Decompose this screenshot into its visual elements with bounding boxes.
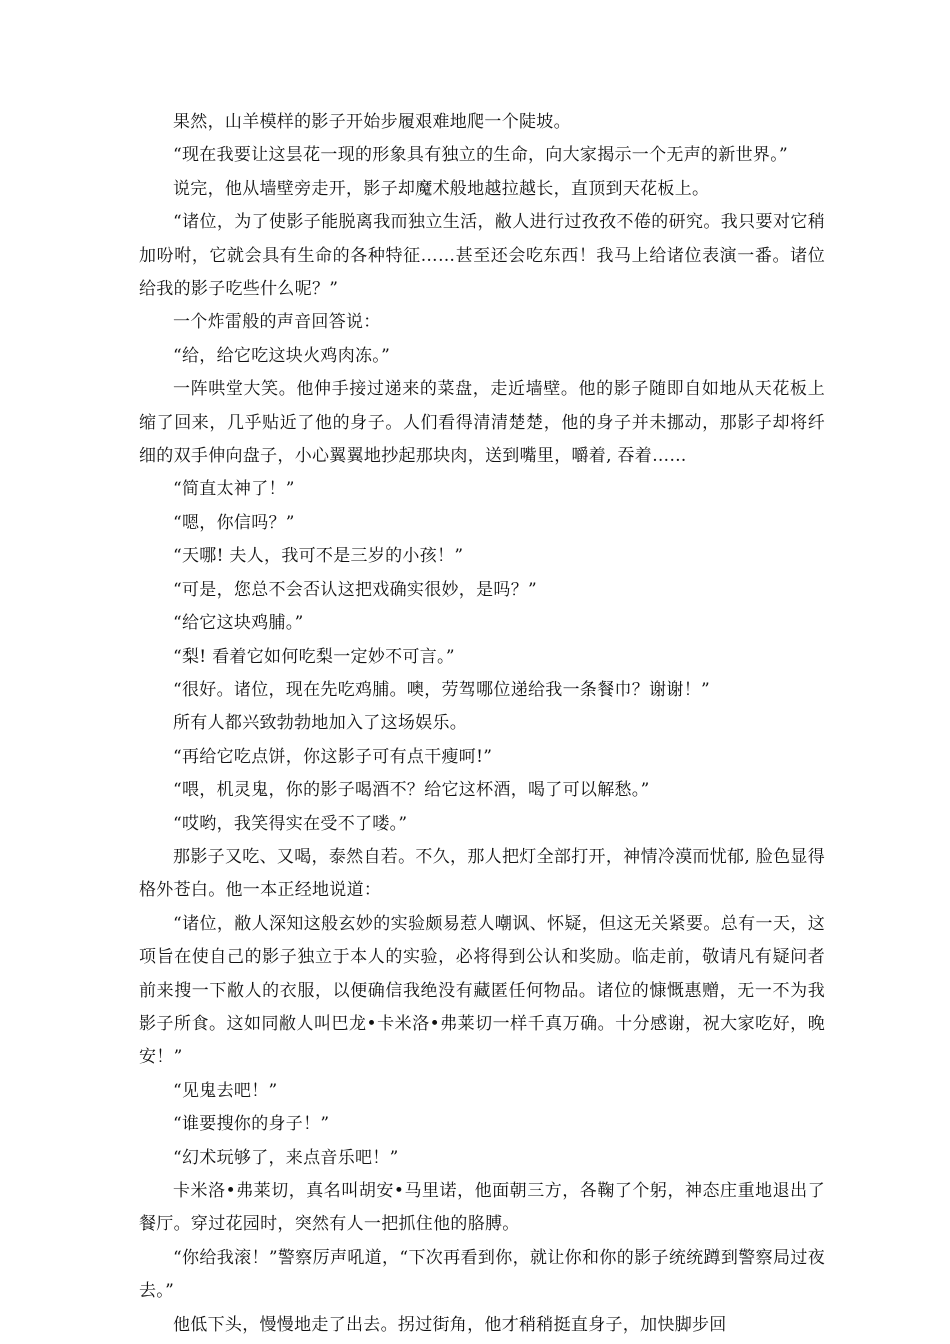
paragraph: 那影子又吃、又喝，泰然自若。不久，那人把灯全部打开，神情冷漠而忧郁, 脸色显得格外苍白。他一本正经地说道： [139, 846, 825, 901]
paragraph: “现在我要让这昙花一现的形象具有独立的生命，向大家揭示一个无声的新世界。” [173, 145, 788, 166]
paragraph: 一个炸雷般的声音回答说： [173, 312, 381, 333]
paragraph: “哎哟，我笑得实在受不了喽。” [173, 813, 408, 834]
paragraph: “见鬼去吧！” [173, 1080, 278, 1101]
paragraph: “再给它吃点饼，你这影子可有点干瘦呵!” [173, 746, 493, 767]
paragraph: “谁要搜你的身子！” [173, 1114, 330, 1135]
paragraph: “你给我滚！”警察厉声吼道，“下次再看到你，就让你和你的影子统统蹲到警察局过夜去。” [139, 1247, 825, 1302]
paragraph: 一阵哄堂大笑。他伸手接过递来的菜盘，走近墙壁。他的影子随即自如地从天花板上缩了回来，几乎贴近了他的身子。人们看得清清楚楚，他的身子并未挪动，那影子却将纤细的双手伸向盘子，小心翼翼地抄起那块肉，送到嘴里，嚼着, 吞着…… [139, 379, 825, 467]
paragraph: “梨! 看着它如何吃梨一定妙不可言。” [173, 646, 455, 667]
paragraph: “可是，您总不会否认这把戏确实很妙，是吗？” [173, 579, 537, 600]
paragraph: “诸位，为了使影子能脱离我而独立生活，敝人进行过孜孜不倦的研究。我只要对它稍加吩咐，它就会具有生命的各种特征……甚至还会吃东西！我马上给诸位表演一番。诸位给我的影子吃些什么呢？” [139, 212, 825, 300]
paragraph: “天哪! 夫人，我可不是三岁的小孩！” [173, 546, 464, 567]
paragraph: 果然，山羊模样的影子开始步履艰难地爬一个陡坡。 [173, 112, 571, 132]
paragraph: “嗯，你信吗？” [173, 512, 295, 533]
paragraph: “很好。诸位，现在先吃鸡脯。噢，劳驾哪位递给我一条餐巾？谢谢！” [173, 679, 710, 700]
paragraph: “给，给它吃这块火鸡肉冻。” [173, 345, 391, 366]
document-body [139, 106, 825, 1342]
paragraph: “给它这块鸡脯。” [173, 613, 304, 634]
paragraph: 说完，他从墙壁旁走开，影子却魔术般地越拉越长，直顶到天花板上。 [173, 178, 710, 199]
paragraph: “幻术玩够了，来点音乐吧！” [173, 1147, 399, 1168]
paragraph: “诸位，敝人深知这般玄妙的实验颇易惹人嘲讽、怀疑，但这无关紧要。总有一天，这项旨在使自己的影子独立于本人的实验，必将得到公认和奖励。临走前，敬请凡有疑问者前来搜一下敝人的衣服，以便确信我绝没有藏匿任何物品。诸位的慷慨惠赠，无一不为我影子所食。这如同敝人叫巴龙•卡米洛•弗莱切一样千真万确。十分感谢，祝大家吃好，晚安！” [139, 913, 825, 1068]
paragraph: “喂，机灵鬼，你的影子喝酒不？给它这杯酒，喝了可以解愁。” [173, 780, 650, 801]
paragraph: “简直太神了！” [173, 479, 295, 500]
paragraph: 他低下头，慢慢地走了出去。拐过街角，他才稍稍挺直身子，加快脚步回 [173, 1314, 727, 1335]
paragraph: 所有人都兴致勃勃地加入了这场娱乐。 [173, 713, 468, 734]
paragraph: 卡米洛•弗莱切，真名叫胡安•马里诺，他面朝三方，各鞠了个躬，神态庄重地退出了餐厅。穿过花园时，突然有人一把抓住他的胳膊。 [139, 1181, 825, 1235]
